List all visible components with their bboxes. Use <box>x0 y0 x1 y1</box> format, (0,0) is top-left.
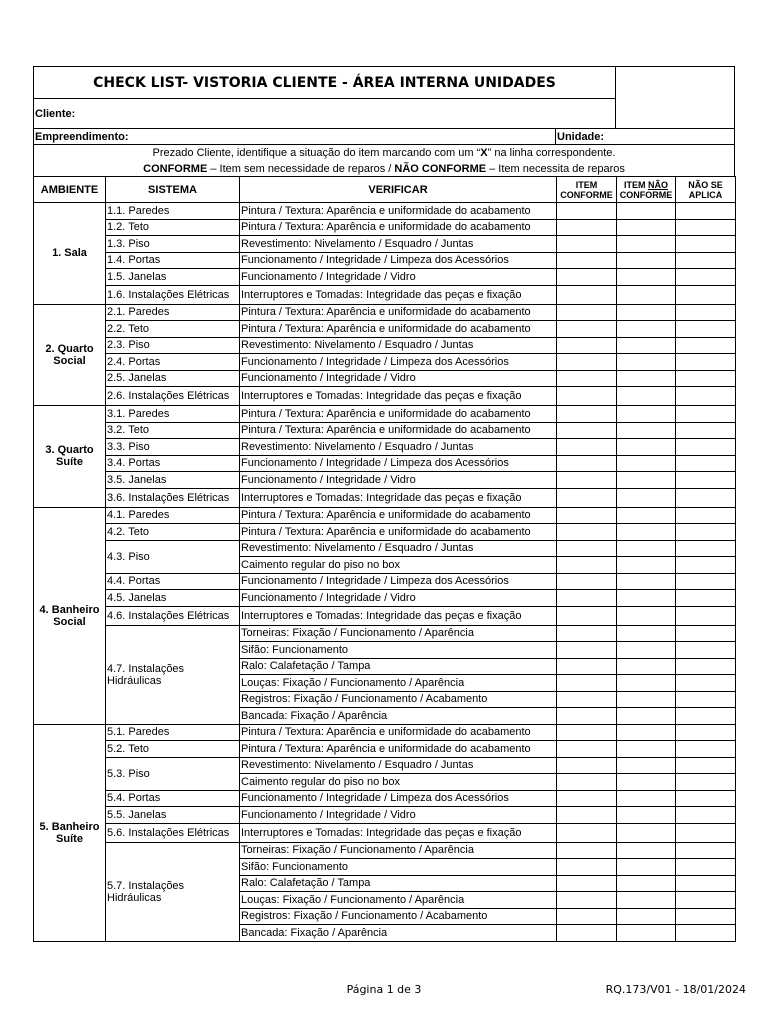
table-row <box>34 724 736 741</box>
sistema-cell: 4.5. Janelas <box>106 590 240 607</box>
enterprise-field[interactable] <box>33 128 556 145</box>
nao-conforme-checkbox[interactable] <box>617 507 676 524</box>
conforme-checkbox[interactable] <box>557 439 617 456</box>
col-sistema: SISTEMA <box>106 177 240 203</box>
col-item-nao-conforme-2: CONFORME <box>619 189 673 200</box>
nao-aplica-checkbox[interactable] <box>676 642 736 659</box>
table-row <box>34 422 736 439</box>
col-item-nao-conforme <box>617 177 676 203</box>
conforme-checkbox[interactable] <box>557 875 617 892</box>
table-row <box>34 269 736 286</box>
nao-aplica-checkbox[interactable] <box>676 757 736 774</box>
table-row <box>34 406 736 423</box>
sistema-cell: 2.6. Instalações Elétricas <box>106 387 240 406</box>
client-label: Cliente: <box>35 107 76 120</box>
col-verificar: VERIFICAR <box>240 177 557 203</box>
conforme-checkbox[interactable] <box>557 422 617 439</box>
conforme-checkbox[interactable] <box>557 708 617 725</box>
table-row <box>34 203 736 220</box>
enterprise-label: Empreendimento: <box>35 130 129 143</box>
verificar-cell: Revestimento: Nivelamento / Esquadro / Juntas <box>240 540 557 557</box>
nao-conforme-checkbox[interactable] <box>617 807 676 824</box>
col-item-conforme-1: ITEM <box>575 179 598 190</box>
nao-conforme-checkbox[interactable] <box>617 236 676 253</box>
sistema-cell: 5.4. Portas <box>106 790 240 807</box>
conforme-checkbox[interactable] <box>557 321 617 338</box>
nao-conforme-checkbox[interactable] <box>617 387 676 406</box>
conforme-checkbox[interactable] <box>557 203 617 220</box>
verificar-cell: Sifão: Funcionamento <box>240 859 557 876</box>
sistema-cell: 2.1. Paredes <box>106 304 240 321</box>
nao-conforme-checkbox[interactable] <box>617 321 676 338</box>
nao-aplica-checkbox[interactable] <box>676 337 736 354</box>
nao-aplica-checkbox[interactable] <box>676 790 736 807</box>
verificar-cell: Interruptores e Tomadas: Integridade das peças e fixação <box>240 606 557 625</box>
verificar-cell: Pintura / Textura: Aparência e uniformidade do acabamento <box>240 406 557 423</box>
conforme-checkbox[interactable] <box>557 337 617 354</box>
verificar-cell: Funcionamento / Integridade / Limpeza dos Acessórios <box>240 252 557 269</box>
sistema-cell: 3.6. Instalações Elétricas <box>106 488 240 507</box>
nao-aplica-checkbox[interactable] <box>676 691 736 708</box>
nao-conforme-checkbox[interactable] <box>617 219 676 236</box>
conforme-checkbox[interactable] <box>557 472 617 489</box>
verificar-cell: Registros: Fixação / Funcionamento / Acabamento <box>240 908 557 925</box>
nao-conforme-checkbox[interactable] <box>617 488 676 507</box>
conforme-checkbox[interactable] <box>557 455 617 472</box>
unit-label: Unidade: <box>557 130 605 143</box>
col-item-conforme <box>557 177 617 203</box>
sistema-cell: 1.5. Janelas <box>106 269 240 286</box>
footer-doc-code: RQ.173/V01 - 18/01/2024 <box>605 983 746 996</box>
nao-conforme-checkbox[interactable] <box>617 524 676 541</box>
table-row <box>34 790 736 807</box>
nao-aplica-checkbox[interactable] <box>676 370 736 387</box>
verificar-cell: Pintura / Textura: Aparência e uniformidade do acabamento <box>240 422 557 439</box>
page-title <box>33 66 616 99</box>
conforme-checkbox[interactable] <box>557 807 617 824</box>
nao-aplica-checkbox[interactable] <box>676 203 736 220</box>
nao-aplica-checkbox[interactable] <box>676 892 736 909</box>
verificar-cell: Ralo: Calafetação / Tampa <box>240 875 557 892</box>
verificar-cell: Bancada: Fixação / Aparência <box>240 708 557 725</box>
conforme-checkbox[interactable] <box>557 892 617 909</box>
sistema-cell: 1.1. Paredes <box>106 203 240 220</box>
nao-aplica-checkbox[interactable] <box>676 823 736 842</box>
sistema-cell: 2.3. Piso <box>106 337 240 354</box>
nao-aplica-checkbox[interactable] <box>676 219 736 236</box>
sistema-cell: 1.3. Piso <box>106 236 240 253</box>
sistema-cell: 5.3. Piso <box>106 757 240 790</box>
sistema-cell: 5.5. Janelas <box>106 807 240 824</box>
table-row <box>34 354 736 371</box>
verificar-cell: Torneiras: Fixação / Funcionamento / Aparência <box>240 842 557 859</box>
table-row <box>34 321 736 338</box>
nao-conforme-checkbox[interactable] <box>617 540 676 557</box>
col-item-nao-conforme-1a: ITEM <box>624 179 648 190</box>
col-item-conforme-2: CONFORME <box>560 189 613 200</box>
conforme-checkbox[interactable] <box>557 823 617 842</box>
nao-aplica-checkbox[interactable] <box>676 708 736 725</box>
sistema-cell: 3.1. Paredes <box>106 406 240 423</box>
nao-conforme-label: NÃO CONFORME <box>394 163 487 175</box>
conforme-checkbox[interactable] <box>557 285 617 304</box>
nao-conforme-checkbox[interactable] <box>617 269 676 286</box>
conforme-checkbox[interactable] <box>557 691 617 708</box>
sistema-cell: 2.2. Teto <box>106 321 240 338</box>
nao-aplica-checkbox[interactable] <box>676 507 736 524</box>
nao-conforme-checkbox[interactable] <box>617 658 676 675</box>
conforme-checkbox[interactable] <box>557 774 617 791</box>
verificar-cell: Registros: Fixação / Funcionamento / Acabamento <box>240 691 557 708</box>
nao-conforme-checkbox[interactable] <box>617 472 676 489</box>
sistema-cell: 3.2. Teto <box>106 422 240 439</box>
table-row <box>34 625 736 642</box>
conforme-checkbox[interactable] <box>557 354 617 371</box>
client-field[interactable] <box>33 98 616 129</box>
nao-aplica-checkbox[interactable] <box>676 859 736 876</box>
table-row <box>34 507 736 524</box>
instruction-pre: Prezado Cliente, identifique a situação do item marcando com um “ <box>152 147 481 159</box>
conforme-checkbox[interactable] <box>557 606 617 625</box>
verificar-cell: Funcionamento / Integridade / Vidro <box>240 807 557 824</box>
verificar-cell: Interruptores e Tomadas: Integridade das peças e fixação <box>240 285 557 304</box>
ambiente-cell: 1. Sala <box>34 203 106 305</box>
nao-conforme-checkbox[interactable] <box>617 859 676 876</box>
conforme-checkbox[interactable] <box>557 790 617 807</box>
verificar-cell: Pintura / Textura: Aparência e uniformidade do acabamento <box>240 203 557 220</box>
table-row <box>34 285 736 304</box>
table-row <box>34 540 736 557</box>
verificar-cell: Interruptores e Tomadas: Integridade das peças e fixação <box>240 823 557 842</box>
nao-aplica-checkbox[interactable] <box>676 557 736 574</box>
nao-conforme-checkbox[interactable] <box>617 455 676 472</box>
nao-aplica-checkbox[interactable] <box>676 675 736 692</box>
nao-aplica-checkbox[interactable] <box>676 842 736 859</box>
table-row <box>34 337 736 354</box>
verificar-cell: Funcionamento / Integridade / Limpeza dos Acessórios <box>240 354 557 371</box>
nao-aplica-checkbox[interactable] <box>676 354 736 371</box>
logo-box <box>615 66 735 129</box>
verificar-cell: Pintura / Textura: Aparência e uniformidade do acabamento <box>240 507 557 524</box>
nao-conforme-checkbox[interactable] <box>617 925 676 942</box>
nao-conforme-checkbox[interactable] <box>617 590 676 607</box>
nao-aplica-checkbox[interactable] <box>676 455 736 472</box>
nao-aplica-checkbox[interactable] <box>676 439 736 456</box>
verificar-cell: Ralo: Calafetação / Tampa <box>240 658 557 675</box>
conforme-checkbox[interactable] <box>557 675 617 692</box>
verificar-cell: Pintura / Textura: Aparência e uniformidade do acabamento <box>240 321 557 338</box>
instructions <box>33 144 735 177</box>
sistema-cell: 1.4. Portas <box>106 252 240 269</box>
nao-aplica-checkbox[interactable] <box>676 658 736 675</box>
verificar-cell: Interruptores e Tomadas: Integridade das peças e fixação <box>240 488 557 507</box>
verificar-cell: Pintura / Textura: Aparência e uniformidade do acabamento <box>240 741 557 758</box>
nao-conforme-checkbox[interactable] <box>617 790 676 807</box>
nao-aplica-checkbox[interactable] <box>676 741 736 758</box>
table-row <box>34 304 736 321</box>
nao-aplica-checkbox[interactable] <box>676 387 736 406</box>
col-nao-aplica-2: APLICA <box>688 189 723 200</box>
nao-conforme-checkbox[interactable] <box>617 439 676 456</box>
verificar-cell: Caimento regular do piso no box <box>240 557 557 574</box>
nao-aplica-checkbox[interactable] <box>676 590 736 607</box>
conforme-checkbox[interactable] <box>557 236 617 253</box>
ambiente-cell: 3. Quarto Suíte <box>34 406 106 508</box>
nao-conforme-checkbox[interactable] <box>617 406 676 423</box>
conforme-checkbox[interactable] <box>557 573 617 590</box>
instruction-post: ” na linha correspondente. <box>487 147 616 159</box>
conforme-checkbox[interactable] <box>557 219 617 236</box>
nao-aplica-checkbox[interactable] <box>676 724 736 741</box>
table-row <box>34 387 736 406</box>
table-row <box>34 573 736 590</box>
nao-conforme-checkbox[interactable] <box>617 625 676 642</box>
nao-conforme-checkbox[interactable] <box>617 691 676 708</box>
conforme-checkbox[interactable] <box>557 724 617 741</box>
nao-conforme-checkbox[interactable] <box>617 842 676 859</box>
conforme-checkbox[interactable] <box>557 590 617 607</box>
verificar-cell: Funcionamento / Integridade / Vidro <box>240 590 557 607</box>
sistema-cell: 5.2. Teto <box>106 741 240 758</box>
verificar-cell: Funcionamento / Integridade / Limpeza dos Acessórios <box>240 790 557 807</box>
ambiente-cell: 5. Banheiro Suíte <box>34 724 106 941</box>
nao-aplica-checkbox[interactable] <box>676 875 736 892</box>
conforme-checkbox[interactable] <box>557 370 617 387</box>
table-row <box>34 842 736 859</box>
sistema-cell: 1.2. Teto <box>106 219 240 236</box>
col-ambiente: AMBIENTE <box>34 177 106 203</box>
col-item-nao-conforme-1b: NÃO <box>648 179 668 190</box>
sistema-cell: 4.4. Portas <box>106 573 240 590</box>
nao-conforme-checkbox[interactable] <box>617 757 676 774</box>
nao-conforme-checkbox[interactable] <box>617 892 676 909</box>
nao-aplica-checkbox[interactable] <box>676 406 736 423</box>
table-row <box>34 741 736 758</box>
nao-conforme-checkbox[interactable] <box>617 370 676 387</box>
table-row <box>34 370 736 387</box>
verificar-cell: Interruptores e Tomadas: Integridade das peças e fixação <box>240 387 557 406</box>
sistema-cell: 1.6. Instalações Elétricas <box>106 285 240 304</box>
verificar-cell: Funcionamento / Integridade / Limpeza dos Acessórios <box>240 573 557 590</box>
conforme-checkbox[interactable] <box>557 540 617 557</box>
nao-aplica-checkbox[interactable] <box>676 908 736 925</box>
nao-aplica-checkbox[interactable] <box>676 304 736 321</box>
conforme-checkbox[interactable] <box>557 406 617 423</box>
nao-aplica-checkbox[interactable] <box>676 422 736 439</box>
nao-conforme-checkbox[interactable] <box>617 642 676 659</box>
nao-conforme-checkbox[interactable] <box>617 774 676 791</box>
sistema-cell: 5.1. Paredes <box>106 724 240 741</box>
nao-conforme-checkbox[interactable] <box>617 573 676 590</box>
sistema-cell: 3.4. Portas <box>106 455 240 472</box>
sistema-cell: 3.5. Janelas <box>106 472 240 489</box>
sistema-cell: 5.7. Instalações Hidráulicas <box>106 842 240 941</box>
conforme-label: CONFORME <box>143 163 208 175</box>
ambiente-cell: 4. Banheiro Social <box>34 507 106 724</box>
ambiente-cell: 2. Quarto Social <box>34 304 106 406</box>
instruction-x: X <box>480 147 488 159</box>
table-row <box>34 488 736 507</box>
table-row <box>34 455 736 472</box>
nao-aplica-checkbox[interactable] <box>676 488 736 507</box>
nao-conforme-checkbox[interactable] <box>617 203 676 220</box>
nao-aplica-checkbox[interactable] <box>676 774 736 791</box>
nao-aplica-checkbox[interactable] <box>676 925 736 942</box>
instruction-line-2 <box>34 161 734 177</box>
verificar-cell: Revestimento: Nivelamento / Esquadro / Juntas <box>240 236 557 253</box>
sistema-cell: 4.1. Paredes <box>106 507 240 524</box>
conforme-checkbox[interactable] <box>557 524 617 541</box>
nao-aplica-checkbox[interactable] <box>676 321 736 338</box>
conforme-checkbox[interactable] <box>557 842 617 859</box>
verificar-cell: Revestimento: Nivelamento / Esquadro / Juntas <box>240 337 557 354</box>
instruction-line-1 <box>34 145 734 161</box>
verificar-cell: Sifão: Funcionamento <box>240 642 557 659</box>
nao-aplica-checkbox[interactable] <box>676 524 736 541</box>
nao-conforme-checkbox[interactable] <box>617 875 676 892</box>
nao-aplica-checkbox[interactable] <box>676 252 736 269</box>
verificar-cell: Louças: Fixação / Funcionamento / Aparência <box>240 892 557 909</box>
verificar-cell: Funcionamento / Integridade / Vidro <box>240 269 557 286</box>
nao-conforme-checkbox[interactable] <box>617 724 676 741</box>
sistema-cell: 2.4. Portas <box>106 354 240 371</box>
table-row <box>34 439 736 456</box>
table-row <box>34 606 736 625</box>
nao-conforme-checkbox[interactable] <box>617 606 676 625</box>
page-title-text: CHECK LIST- VISTORIA CLIENTE - ÁREA INTERNA UNIDADES <box>93 74 556 91</box>
table-row <box>34 524 736 541</box>
nao-conforme-checkbox[interactable] <box>617 337 676 354</box>
unit-field[interactable] <box>555 128 735 145</box>
conforme-checkbox[interactable] <box>557 625 617 642</box>
conforme-checkbox[interactable] <box>557 269 617 286</box>
col-nao-aplica-1: NÃO SE <box>688 179 723 190</box>
conforme-checkbox[interactable] <box>557 908 617 925</box>
table-header-row <box>34 177 736 203</box>
verificar-cell: Funcionamento / Integridade / Vidro <box>240 370 557 387</box>
nao-aplica-checkbox[interactable] <box>676 236 736 253</box>
verificar-cell: Pintura / Textura: Aparência e uniformidade do acabamento <box>240 724 557 741</box>
nao-conforme-checkbox[interactable] <box>617 908 676 925</box>
conforme-checkbox[interactable] <box>557 658 617 675</box>
nao-conforme-checkbox[interactable] <box>617 304 676 321</box>
nao-conforme-checkbox[interactable] <box>617 823 676 842</box>
verificar-cell: Torneiras: Fixação / Funcionamento / Aparência <box>240 625 557 642</box>
nao-aplica-checkbox[interactable] <box>676 606 736 625</box>
verificar-cell: Revestimento: Nivelamento / Esquadro / Juntas <box>240 439 557 456</box>
verificar-cell: Pintura / Textura: Aparência e uniformidade do acabamento <box>240 524 557 541</box>
verificar-cell: Bancada: Fixação / Aparência <box>240 925 557 942</box>
sistema-cell: 4.2. Teto <box>106 524 240 541</box>
footer-page-number: Página 1 de 3 <box>346 983 422 996</box>
verificar-cell: Pintura / Textura: Aparência e uniformidade do acabamento <box>240 304 557 321</box>
conforme-desc: – Item sem necessidade de reparos / <box>207 163 395 175</box>
sistema-cell: 4.6. Instalações Elétricas <box>106 606 240 625</box>
nao-conforme-checkbox[interactable] <box>617 557 676 574</box>
nao-aplica-checkbox[interactable] <box>676 573 736 590</box>
nao-conforme-desc: – Item necessita de reparos <box>486 163 625 175</box>
nao-aplica-checkbox[interactable] <box>676 807 736 824</box>
nao-conforme-checkbox[interactable] <box>617 252 676 269</box>
conforme-checkbox[interactable] <box>557 741 617 758</box>
nao-conforme-checkbox[interactable] <box>617 285 676 304</box>
conforme-checkbox[interactable] <box>557 642 617 659</box>
nao-aplica-checkbox[interactable] <box>676 472 736 489</box>
nao-conforme-checkbox[interactable] <box>617 675 676 692</box>
nao-conforme-checkbox[interactable] <box>617 708 676 725</box>
conforme-checkbox[interactable] <box>557 859 617 876</box>
sistema-cell: 5.6. Instalações Elétricas <box>106 823 240 842</box>
col-nao-aplica <box>676 177 736 203</box>
sistema-cell: 3.3. Piso <box>106 439 240 456</box>
verificar-cell: Louças: Fixação / Funcionamento / Aparência <box>240 675 557 692</box>
sistema-cell: 4.7. Instalações Hidráulicas <box>106 625 240 724</box>
table-row <box>34 807 736 824</box>
table-row <box>34 219 736 236</box>
sistema-cell: 2.5. Janelas <box>106 370 240 387</box>
table-row <box>34 236 736 253</box>
verificar-cell: Caimento regular do piso no box <box>240 774 557 791</box>
nao-conforme-checkbox[interactable] <box>617 741 676 758</box>
verificar-cell: Revestimento: Nivelamento / Esquadro / Juntas <box>240 757 557 774</box>
conforme-checkbox[interactable] <box>557 252 617 269</box>
conforme-checkbox[interactable] <box>557 925 617 942</box>
verificar-cell: Pintura / Textura: Aparência e uniformidade do acabamento <box>240 219 557 236</box>
table-row <box>34 590 736 607</box>
sistema-cell: 4.3. Piso <box>106 540 240 573</box>
table-row <box>34 472 736 489</box>
conforme-checkbox[interactable] <box>557 488 617 507</box>
nao-conforme-checkbox[interactable] <box>617 422 676 439</box>
table-row <box>34 823 736 842</box>
conforme-checkbox[interactable] <box>557 507 617 524</box>
nao-aplica-checkbox[interactable] <box>676 625 736 642</box>
checklist-table <box>33 176 736 942</box>
conforme-checkbox[interactable] <box>557 387 617 406</box>
conforme-checkbox[interactable] <box>557 304 617 321</box>
conforme-checkbox[interactable] <box>557 557 617 574</box>
verificar-cell: Funcionamento / Integridade / Vidro <box>240 472 557 489</box>
conforme-checkbox[interactable] <box>557 757 617 774</box>
checklist-body <box>34 203 736 942</box>
table-row <box>34 252 736 269</box>
table-row <box>34 757 736 774</box>
nao-aplica-checkbox[interactable] <box>676 269 736 286</box>
nao-aplica-checkbox[interactable] <box>676 540 736 557</box>
nao-aplica-checkbox[interactable] <box>676 285 736 304</box>
nao-conforme-checkbox[interactable] <box>617 354 676 371</box>
verificar-cell: Funcionamento / Integridade / Limpeza dos Acessórios <box>240 455 557 472</box>
